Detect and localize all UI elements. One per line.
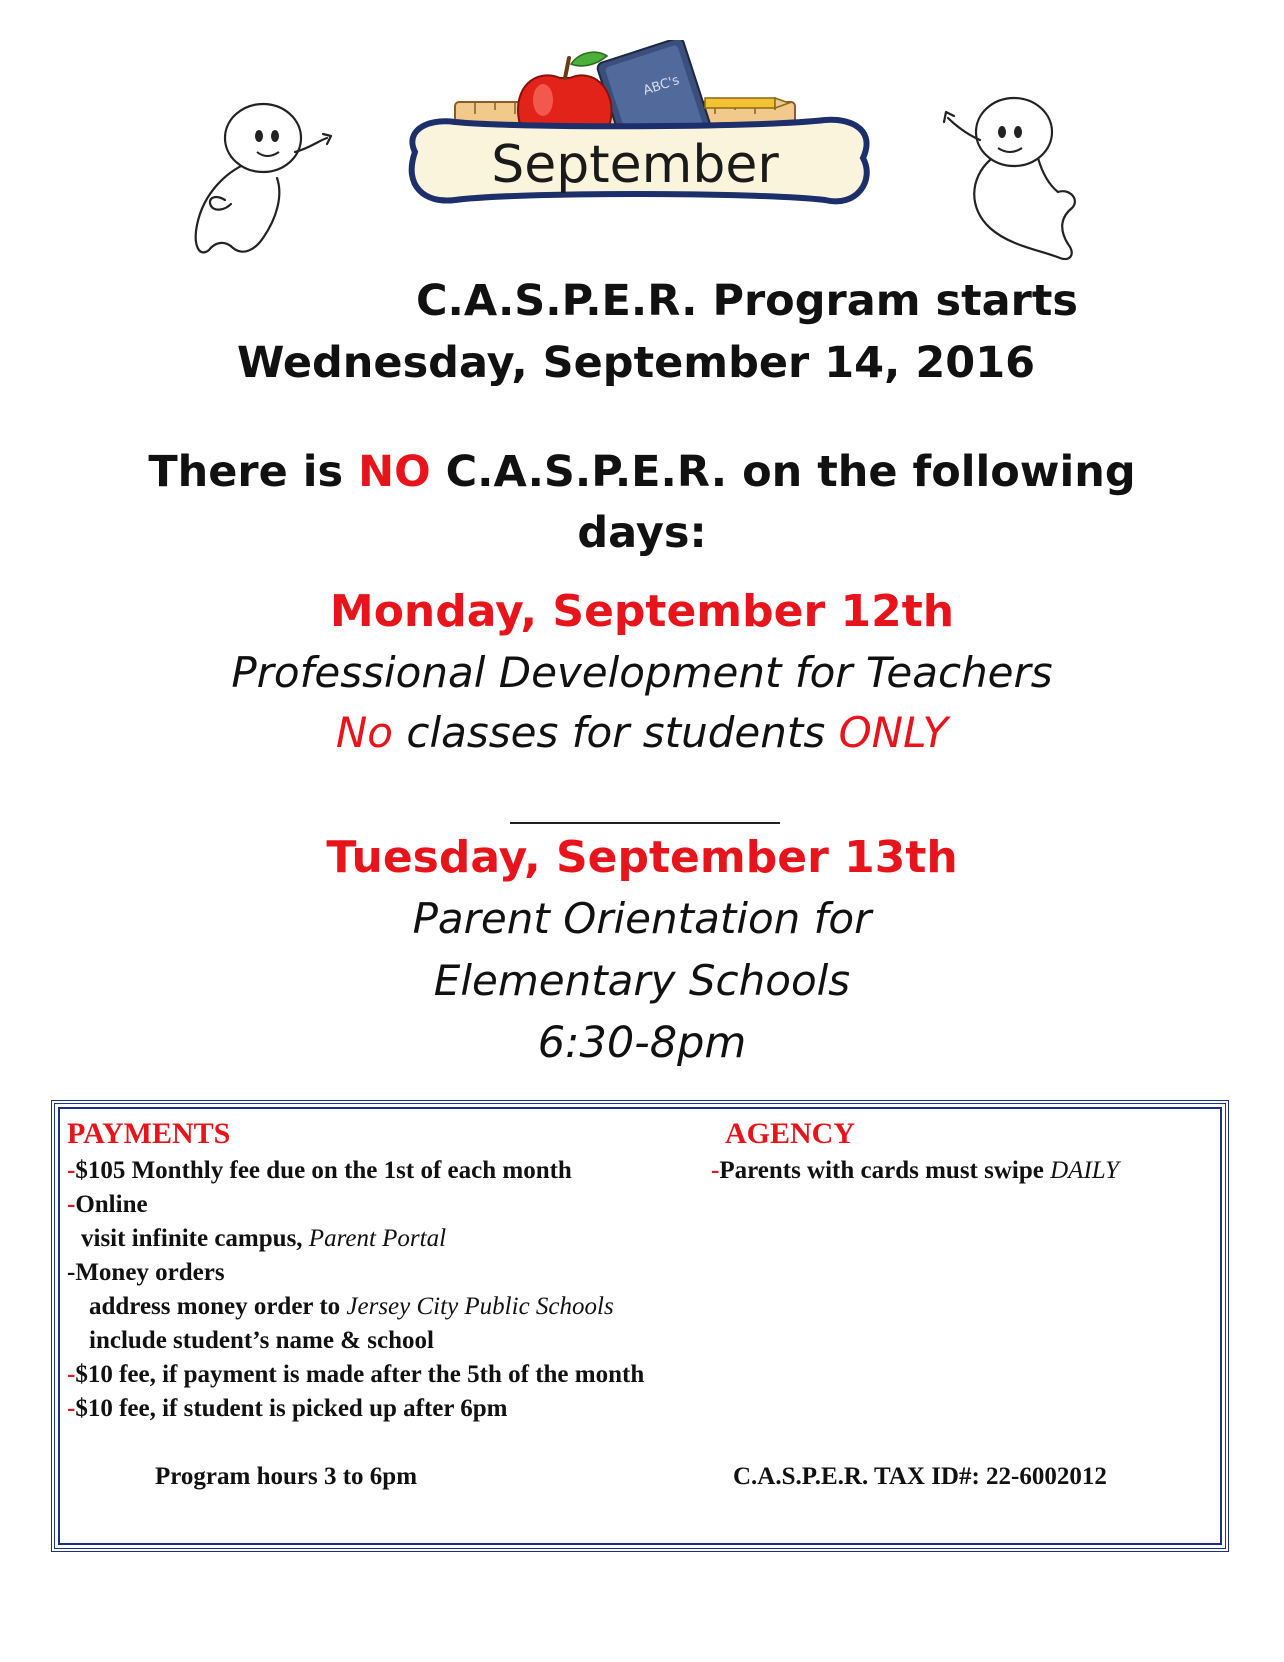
- closure-date-tuesday: Tuesday, September 13th: [326, 832, 958, 883]
- ghost-cartoon-right-icon: [930, 88, 1095, 263]
- list-item: visit infinite campus, Parent Portal: [81, 1225, 447, 1252]
- note-no: No: [335, 708, 394, 757]
- bullet-dash: -: [67, 1191, 76, 1218]
- bullet-dash: -: [711, 1157, 720, 1184]
- september-banner-art: [385, 40, 885, 230]
- section-divider: [510, 822, 780, 824]
- list-item: -$10 fee, if student is picked up after 6pm: [67, 1395, 508, 1422]
- program-start-heading: C.A.S.P.E.R. Program starts: [415, 276, 1079, 326]
- book-label: ABC's: [641, 72, 682, 99]
- closure-reason-monday: Professional Development for Teachers: [231, 648, 1053, 697]
- closure-date-monday: Monday, September 12th: [329, 586, 955, 637]
- closure-time-tuesday: 6:30-8pm: [537, 1018, 747, 1068]
- closure-note-monday: [0, 710, 1284, 756]
- tax-id: C.A.S.P.E.R. TAX ID#: 22-6002012: [733, 1463, 1107, 1490]
- bullet-dash: -: [67, 1259, 76, 1286]
- banner-title: September: [491, 135, 779, 195]
- agency-note: -Parents with cards must swipe DAILY: [711, 1157, 1120, 1184]
- bullet-dash: -: [67, 1395, 76, 1422]
- closure-reason-tuesday-line2: Elementary Schools: [433, 956, 851, 1005]
- no-casper-prefix: There is: [148, 447, 359, 497]
- days-label: days:: [577, 508, 707, 558]
- bullet-dash: -: [67, 1361, 76, 1388]
- note-only: ONLY: [838, 708, 949, 757]
- ghost-cartoon-left-icon: [185, 90, 350, 265]
- program-hours: Program hours 3 to 6pm: [155, 1463, 418, 1490]
- closure-reason-tuesday-line1: Parent Orientation for: [412, 894, 872, 943]
- list-item: -Online: [67, 1191, 148, 1218]
- no-word: NO: [358, 447, 431, 497]
- program-start-date: Wednesday, September 14, 2016: [236, 338, 1036, 388]
- agency-heading: AGENCY: [725, 1117, 856, 1150]
- bullet-dash: -: [67, 1157, 76, 1184]
- list-item: address money order to Jersey City Public Schools: [89, 1293, 614, 1320]
- no-casper-suffix: C.A.S.P.E.R. on the following: [430, 447, 1136, 497]
- payments-heading: PAYMENTS: [67, 1117, 231, 1150]
- no-casper-notice: [0, 449, 1284, 496]
- list-item: -Money orders: [67, 1259, 225, 1286]
- note-middle: classes for students: [393, 708, 839, 757]
- list-item: include student’s name & school: [89, 1327, 434, 1354]
- list-item: -$10 fee, if payment is made after the 5th of the month: [67, 1361, 645, 1388]
- payments-list: [67, 1154, 644, 1426]
- list-item: -$105 Monthly fee due on the 1st of each month: [67, 1157, 572, 1184]
